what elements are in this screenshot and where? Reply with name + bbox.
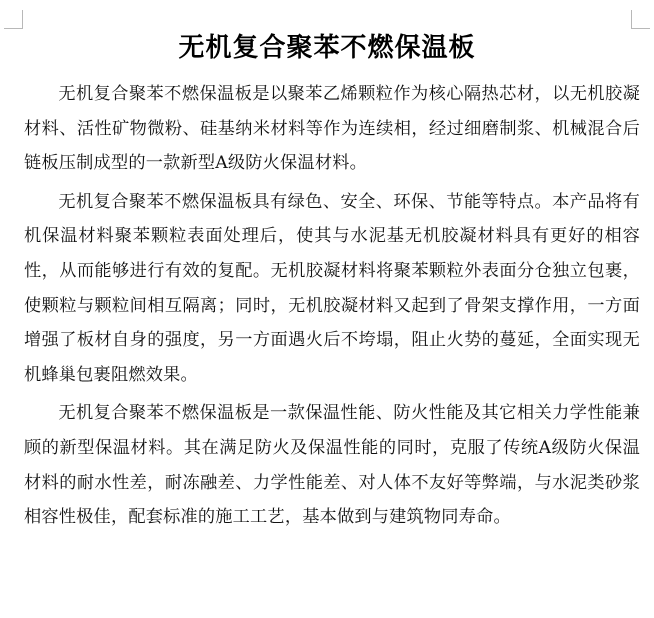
crop-mark-top-left (4, 10, 23, 29)
paragraph-1: 无机复合聚苯不燃保温板是以聚苯乙烯颗粒作为核心隔热芯材，以无机胶凝材料、活性矿物微粉、硅基纳米材料等作为连续相，经过细磨制浆、机械混合后链板压制成型的一款新型A级防火保温材料。 (24, 84, 640, 174)
crop-mark-top-right (631, 10, 650, 29)
document-body (24, 77, 640, 535)
document-title: 无机复合聚苯不燃保温板 (178, 33, 476, 63)
paragraph-2: 无机复合聚苯不燃保温板具有绿色、安全、环保、节能等特点。本产品将有机保温材料聚苯颗粒表面处理后，使其与水泥基无机胶凝材料具有更好的相容性，从而能够进行有效的复配。无机胶凝材料将聚苯颗粒外表面分仓独立包裹，使颗粒与颗粒间相互隔离；同时，无机胶凝材料又起到了骨架支撑作用，一方面增强了板材自身的强度，另一方面遇火后不垮塌，阻止火势的蔓延，全面实现无机蜂巢包裹阻燃效果。 (24, 191, 640, 385)
paragraph-3: 无机复合聚苯不燃保温板是一款保温性能、防火性能及其它相关力学性能兼顾的新型保温材料。其在满足防火及保温性能的同时，克服了传统A级防火保温材料的耐水性差，耐冻融差、力学性能差、对人体不友好等弊端，与水泥类砂浆相容性极佳，配套标准的施工工艺，基本做到与建筑物同寿命。 (24, 403, 640, 528)
